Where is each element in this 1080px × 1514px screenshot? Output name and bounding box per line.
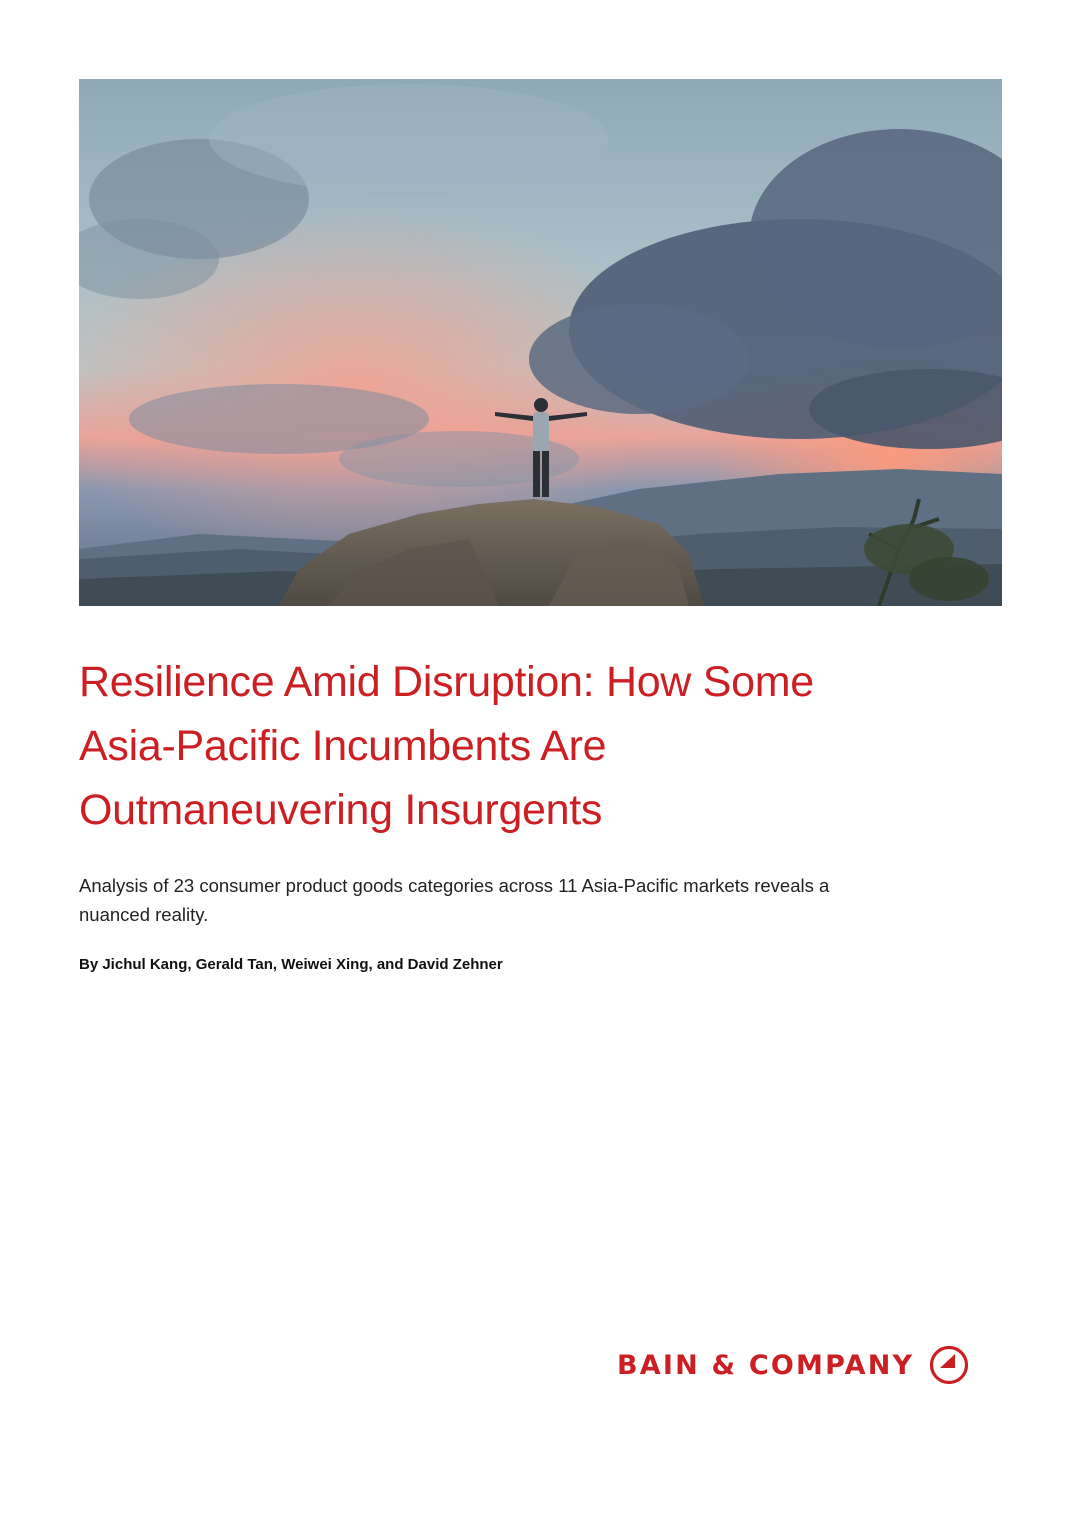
title-line-2: Asia-Pacific Incumbents Are [79, 722, 607, 770]
article-title [79, 650, 979, 842]
article-subtitle [79, 871, 1009, 929]
subtitle-line-1: Analysis of 23 consumer product goods categories across 11 Asia-Pacific markets reveals a [79, 875, 830, 896]
bain-compass-icon [928, 1344, 970, 1386]
title-line-3: Outmaneuvering Insurgents [79, 786, 603, 834]
brand-logo-text: BAIN & COMPANY [617, 1349, 915, 1381]
title-line-1: Resilience Amid Disruption: How Some [79, 658, 814, 706]
subtitle-line-2: nuanced reality. [79, 904, 209, 925]
cover-photo [79, 79, 1002, 606]
author-byline: By Jichul Kang, Gerald Tan, Weiwei Xing, and David Zehner [79, 956, 503, 973]
brand-logo [617, 1343, 970, 1387]
